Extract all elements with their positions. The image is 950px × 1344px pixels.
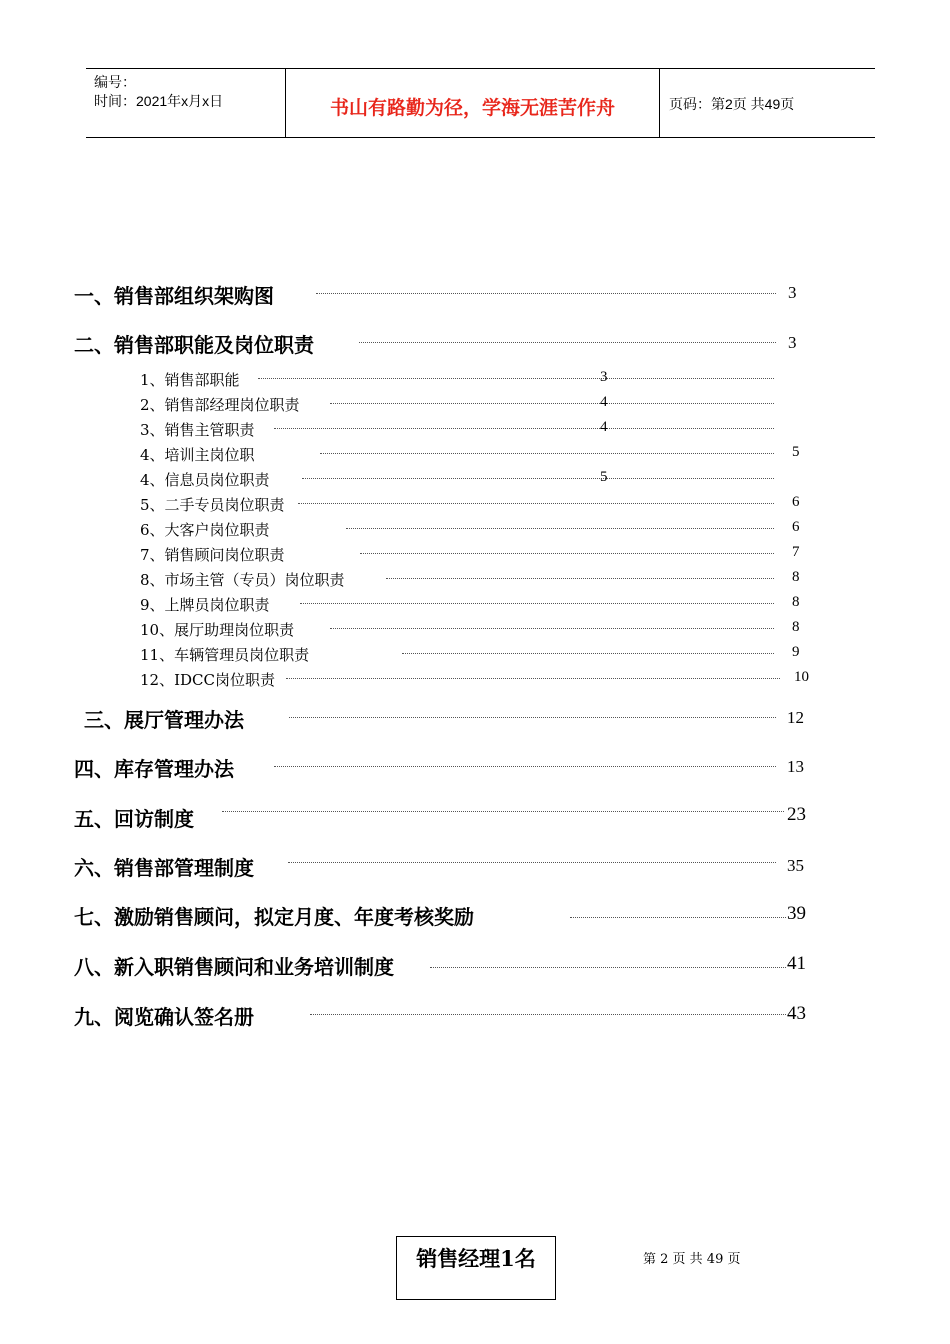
toc-leader <box>402 653 774 654</box>
toc-entry-label: 五、回访制度 <box>74 807 194 831</box>
toc-entry-label: 二、销售部职能及岗位职责 <box>74 333 314 357</box>
toc-leader <box>300 603 774 604</box>
toc-entry-label: 三、展厅管理办法 <box>84 708 244 732</box>
toc-entry[interactable] <box>74 901 814 931</box>
signature-note-box <box>396 1236 556 1300</box>
toc-subentry-label: 10、展厅助理岗位职责 <box>140 621 295 639</box>
toc-subentry-label: 1、销售部职能 <box>140 371 240 389</box>
toc-entry[interactable] <box>74 1001 814 1031</box>
toc-subentry-label: 4、培训主岗位职 <box>140 446 255 464</box>
toc-leader <box>316 293 776 294</box>
toc-leader <box>330 628 774 629</box>
doc-number-label: 编号： <box>94 74 136 90</box>
header-motto-cell <box>285 69 660 137</box>
toc-entry-page: 12 <box>787 708 804 727</box>
toc-subentry-page: 4 <box>600 419 608 435</box>
toc-leader <box>298 503 774 504</box>
toc-entry-label: 一、销售部组织架购图 <box>74 284 274 308</box>
doc-time-label: 时间：2021年x月x日 <box>94 93 224 109</box>
toc-leader <box>222 811 784 812</box>
toc-entry-page: 3 <box>788 283 797 302</box>
toc-entry-page: 39 <box>787 903 806 924</box>
toc-subentry-page: 4 <box>600 394 608 410</box>
toc-entry-label: 九、阅览确认签名册 <box>74 1005 254 1029</box>
toc-leader <box>570 917 786 918</box>
toc-subentry-page: 5 <box>600 469 608 485</box>
toc-subentry-label: 3、销售主管职责 <box>140 421 255 439</box>
toc-leader <box>346 528 774 529</box>
toc-subentry-label: 6、大客户岗位职责 <box>140 521 270 539</box>
toc-leader <box>302 478 774 479</box>
toc-leader <box>310 1014 786 1015</box>
toc-subentry[interactable] <box>140 669 820 699</box>
toc-leader <box>274 428 774 429</box>
toc-leader <box>330 403 774 404</box>
toc-entry[interactable] <box>74 803 814 833</box>
toc-entry-page: 41 <box>787 953 806 974</box>
header-meta-cell <box>86 69 285 137</box>
toc-subentry-page: 8 <box>792 569 800 585</box>
toc-subentry-page: 10 <box>794 669 809 685</box>
toc-subentry-page: 3 <box>600 369 608 385</box>
toc-entry[interactable] <box>74 280 814 310</box>
toc-subentry-label: 5、二手专员岗位职责 <box>140 496 285 514</box>
toc-subentry-page: 9 <box>792 644 800 660</box>
toc-entry-label: 七、激励销售顾问，拟定月度、年度考核奖励 <box>74 905 474 929</box>
toc-leader <box>274 766 776 767</box>
toc-subentry-page: 6 <box>792 494 800 510</box>
page-header <box>86 68 875 138</box>
toc-entry-label: 六、销售部管理制度 <box>74 856 254 880</box>
toc-entry[interactable] <box>74 852 814 882</box>
toc-subentry-label: 9、上牌员岗位职责 <box>140 596 270 614</box>
toc-subentry-label: 7、销售顾问岗位职责 <box>140 546 285 564</box>
toc-subentry-page: 5 <box>792 444 800 460</box>
toc-leader <box>286 678 780 679</box>
motto-text: 书山有路勤为径，学海无涯苦作舟 <box>329 97 615 119</box>
footer-page-number: 第 2 页 共 49 页 <box>643 1252 741 1267</box>
toc-entry-page: 43 <box>787 1003 806 1024</box>
toc-subentry-label: 11、车辆管理员岗位职责 <box>140 646 310 664</box>
toc-entry-page: 13 <box>787 757 804 776</box>
toc-subentry-label: 4、信息员岗位职责 <box>140 471 270 489</box>
toc-subentry-label: 2、销售部经理岗位职责 <box>140 396 300 414</box>
toc-leader <box>258 378 774 379</box>
toc-entry[interactable] <box>74 329 814 359</box>
toc-entry[interactable] <box>74 753 814 783</box>
toc-leader <box>386 578 774 579</box>
toc-subentry-page: 6 <box>792 519 800 535</box>
toc-subentry-label: 12、IDCC岗位职责 <box>140 671 275 689</box>
toc-leader <box>360 553 774 554</box>
toc-subentry-page: 8 <box>792 619 800 635</box>
toc-leader <box>320 453 774 454</box>
toc-entry[interactable] <box>74 951 814 981</box>
header-page-cell <box>659 69 875 137</box>
toc-leader <box>359 342 776 343</box>
signature-note-text: 销售经理1名 <box>416 1246 536 1271</box>
toc-subentry-page: 8 <box>792 594 800 610</box>
toc-entry-page: 35 <box>787 856 804 875</box>
toc-entry-label: 八、新入职销售顾问和业务培训制度 <box>74 955 394 979</box>
toc-entry-page: 3 <box>788 333 797 352</box>
toc-entry-label: 四、库存管理办法 <box>74 757 234 781</box>
toc-subentry-label: 8、市场主管（专员）岗位职责 <box>140 571 345 589</box>
toc-entry-page: 23 <box>787 804 806 825</box>
header-page-label: 页码：第2页 共49页 <box>669 96 795 112</box>
toc-leader <box>430 967 786 968</box>
toc-entry[interactable] <box>84 704 814 734</box>
toc-leader <box>288 862 776 863</box>
toc-subentry-page: 7 <box>792 544 800 560</box>
toc-leader <box>289 717 776 718</box>
